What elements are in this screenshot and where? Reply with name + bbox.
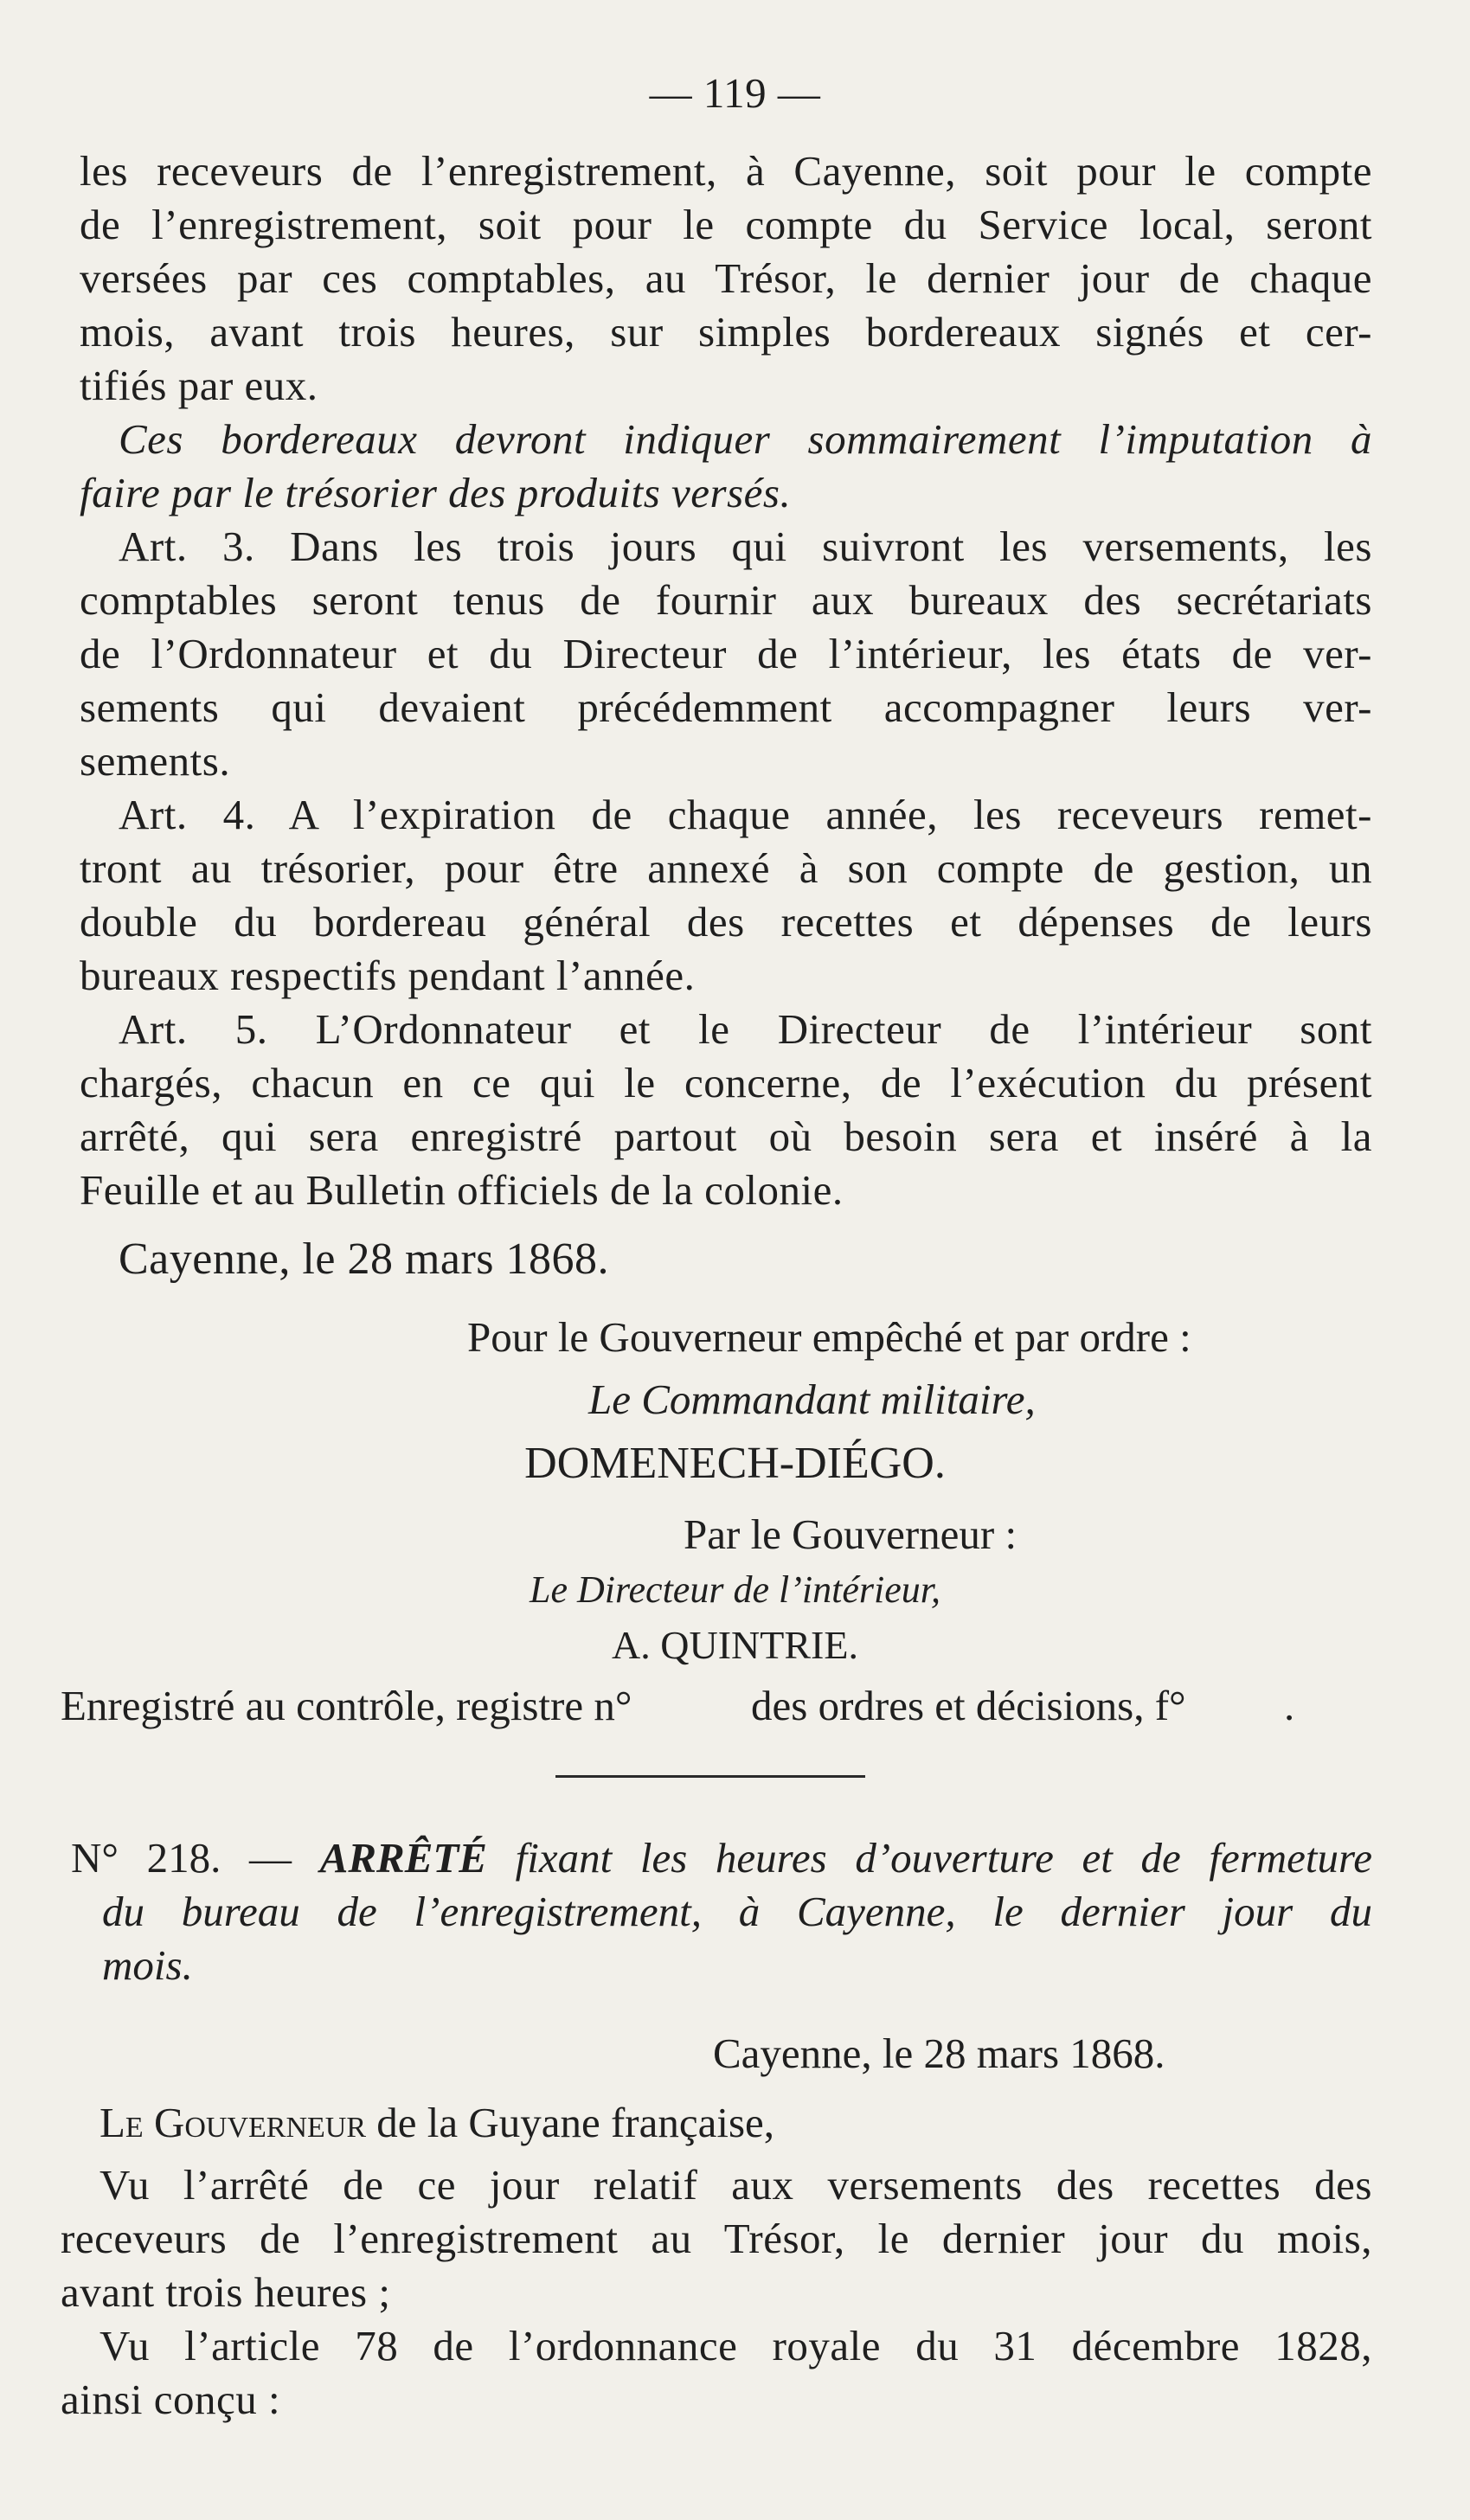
- article-3-line: sements qui devaient précédemment accompagner leurs ver-: [80, 683, 1372, 731]
- article-5-line: Feuille et au Bulletin officiels de la colonie.: [80, 1166, 844, 1214]
- governor-title: Le Gouverneur: [99, 2099, 366, 2146]
- signature-for-governor: Pour le Gouverneur empêché et par ordre :: [467, 1313, 1191, 1361]
- article-4-line: bureaux respectifs pendant l’année.: [80, 952, 696, 999]
- article-3-line: sements.: [80, 737, 231, 785]
- section-divider: [555, 1775, 865, 1778]
- vu-2-line: Vu l’article 78 de l’ordonnance royale du 31 décembre 1828,: [99, 2322, 1372, 2369]
- article-3-line: Art. 3. Dans les trois jours qui suivront les versements, les: [119, 523, 1372, 570]
- vu-1-line: receveurs de l’enregistrement au Trésor, le dernier jour du mois,: [61, 2215, 1372, 2262]
- governor-line: [99, 2097, 774, 2149]
- italic-line: faire par le trésorier des produits versés.: [80, 469, 792, 516]
- text-line: de l’enregistrement, soit pour le compte du Service local, seront: [80, 201, 1372, 248]
- text-line: versées par ces comptables, au Trésor, le dernier jour de chaque: [80, 254, 1372, 302]
- signature-director-title: Le Directeur de l’intérieur,: [530, 1568, 940, 1611]
- article-3-line: comptables seront tenus de fournir aux bureaux des secrétariats: [80, 576, 1372, 624]
- article-4-line: tront au trésorier, pour être annexé à son compte de gestion, un: [80, 844, 1372, 892]
- vu-1-line: Vu l’arrêté de ce jour relatif aux versements des recettes des: [99, 2161, 1372, 2209]
- text-line: mois, avant trois heures, sur simples bordereaux signés et cer-: [80, 308, 1372, 356]
- arrete-heading-line-2: du bureau de l’enregistrement, à Cayenne, le dernier jour du: [102, 1888, 1372, 1935]
- signature-commandant-name: DOMENECH-DIÉGO.: [524, 1439, 946, 1488]
- arrete-title: fixant les heures d’ouverture et de fermeture: [515, 1834, 1373, 1882]
- article-5-line: chargés, chacun en ce qui le concerne, de l’exécution du présent: [80, 1059, 1372, 1106]
- registration-part-3: .: [1284, 1682, 1295, 1729]
- signature-by-governor: Par le Gouverneur :: [684, 1510, 1017, 1558]
- article-5-line: arrêté, qui sera enregistré partout où besoin sera et inséré à la: [80, 1113, 1372, 1160]
- italic-line: Ces bordereaux devront indiquer sommairement l’imputation à: [119, 415, 1372, 463]
- article-4-line: Art. 4. A l’expiration de chaque année, les receveurs remet-: [119, 791, 1372, 838]
- date-line: Cayenne, le 28 mars 1868.: [119, 1234, 610, 1284]
- arrete-number: N° 218. —: [71, 1834, 292, 1882]
- arrete-heading-line-1: [71, 1832, 1372, 1884]
- registration-part-2: des ordres et décisions, f°: [751, 1682, 1186, 1729]
- text-line: les receveurs de l’enregistrement, à Cayenne, soit pour le compte: [80, 147, 1372, 195]
- article-5-line: Art. 5. L’Ordonnateur et le Directeur de l’intérieur sont: [119, 1005, 1372, 1053]
- signature-director-name: A. QUINTRIE.: [612, 1623, 858, 1667]
- vu-2-line: ainsi conçu :: [61, 2376, 281, 2423]
- registration-part-1: Enregistré au contrôle, registre n°: [61, 1682, 632, 1729]
- article-3-line: de l’Ordonnateur et du Directeur de l’intérieur, les états de ver-: [80, 630, 1372, 677]
- page-number: — 119 —: [649, 69, 821, 117]
- vu-1-line: avant trois heures ;: [61, 2268, 391, 2316]
- arrete-title-bold: ARRÊTÉ: [319, 1834, 487, 1882]
- text-line: tifiés par eux.: [80, 362, 318, 409]
- date-line: Cayenne, le 28 mars 1868.: [713, 2029, 1165, 2077]
- arrete-heading-line-3: mois.: [102, 1941, 193, 1989]
- article-4-line: double du bordereau général des recettes et dépenses de leurs: [80, 898, 1372, 946]
- governor-rest: de la Guyane française,: [366, 2099, 775, 2146]
- signature-commandant-title: Le Commandant militaire,: [588, 1375, 1036, 1423]
